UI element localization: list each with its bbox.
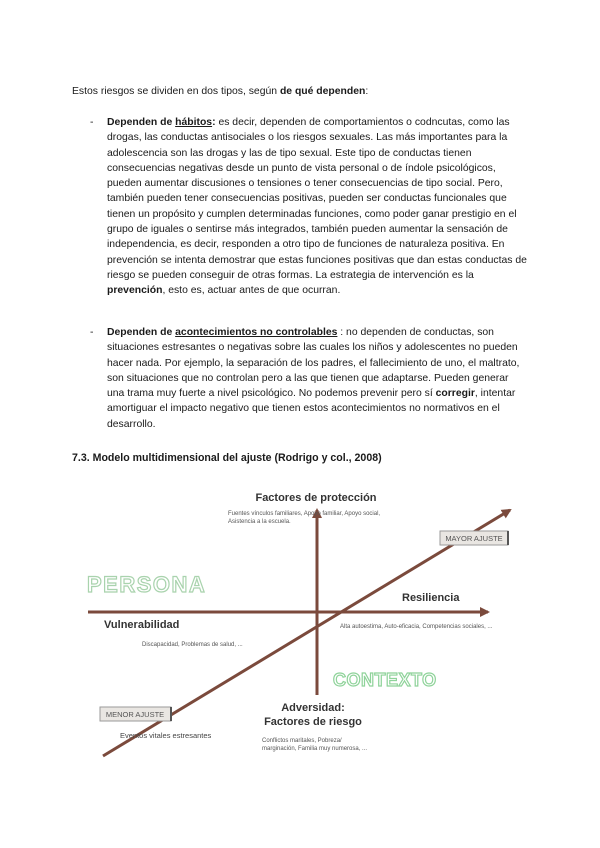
bullet2-tail: , intentar amortiguar el impacto negativo que tienen estos acontecimientos no normativos en el desarrollo. xyxy=(107,388,516,430)
protection-subtitle-2: Asistencia a la escuela. xyxy=(228,519,291,525)
adversidad-title: Adversidad: xyxy=(281,702,345,714)
section-heading: 7.3. Modelo multidimensional del ajuste (Rodrigo y col., 2008) xyxy=(72,452,382,464)
bullet2-body: : no dependen de conductas, son situaciones estresantes o negativas sobre las cuales los niños y adolescentes no pueden hacer nada. Por ejemplo, la separación de los padres, el fallecimiento de uno, el maltrato, son situaciones que no controlan pero a las que tienen que adaptarse. Pueden generar una trama muy fuerte a nivel psicológico. No podemos prevenir pero sí xyxy=(107,327,520,400)
menor-ajuste-label: MENOR AJUSTE xyxy=(105,710,165,719)
protection-title: Factores de protección xyxy=(255,492,377,504)
vulnerabilidad-label: Vulnerabilidad xyxy=(104,619,180,631)
protection-subtitle-1: Fuentes vínculos familiares, Apoyo familiar, Apoyo social, xyxy=(228,511,381,517)
eventos-label: Eventos vitales estresantes xyxy=(120,731,212,740)
bullet1-keyword: hábitos xyxy=(175,117,213,128)
intro-prefix: Estos riesgos se dividen en dos tipos, según xyxy=(72,86,280,97)
bullet1-colon: : xyxy=(212,117,216,128)
bullet1-strategy: prevención xyxy=(107,285,163,297)
bullet1-tail: , esto es, actuar antes de que ocurran. xyxy=(162,285,341,297)
mayor-ajuste-label: MAYOR AJUSTE xyxy=(445,534,503,543)
persona-label: PERSONA xyxy=(87,572,207,597)
riesgo-title: Factores de riesgo xyxy=(264,716,362,728)
bullet-dash: - xyxy=(90,117,94,128)
contexto-label: CONTEXTO xyxy=(333,670,437,690)
bullet2-strategy: corregir xyxy=(435,388,475,400)
bullet2-lead: Dependen de xyxy=(107,327,176,338)
bullet1-body: es decir, dependen de comportamientos o codncutas, como las drogas, las conductas antisociales o los riesgos sexuales. Las más importantes para la adolescencia son las drogas y las de tipo sexual. Este tipo de conductas tienen consecuencias negativas desde un punto de vista personal o de índole psicológicos, pueden aumentar discusiones o tensiones o tener consecuencias de tipo social. Pero, también pueden tener consecuencias positivas, pueden ser conductas funcionales que tienen un propósito y cumplen determinadas funciones, como poder ganar prestigio en el grupo de iguales o sentirse más integrados, también pueden aumentar la sensación de independencia, es decir, responden a otro tipo de funciones de naturaleza positiva. En prevención se intenta demostrar que estas funciones positivas que dan estas conductas de riesgo se pueden conseguir de otras formas. La estrategia de intervención es la xyxy=(107,117,527,281)
resiliencia-label: Resiliencia xyxy=(402,592,460,604)
resiliencia-subtitle: Alta autoestima, Auto-eficacia, Competencias sociales, ... xyxy=(340,624,493,630)
intro-bold: de qué dependen xyxy=(279,86,366,97)
bullet2-keyword: acontecimientos no controlables xyxy=(175,327,338,338)
riesgo-subtitle-1: Conflictos maritales, Pobreza/ xyxy=(262,738,342,744)
bullet-dash: - xyxy=(90,327,94,338)
vulnerabilidad-subtitle: Discapacidad, Problemas de salud, ... xyxy=(142,642,243,648)
bullet1-lead: Dependen de xyxy=(107,117,176,128)
riesgo-subtitle-2: marginación, Familia muy numerosa, ... xyxy=(262,746,368,752)
intro-suffix: : xyxy=(365,86,369,97)
